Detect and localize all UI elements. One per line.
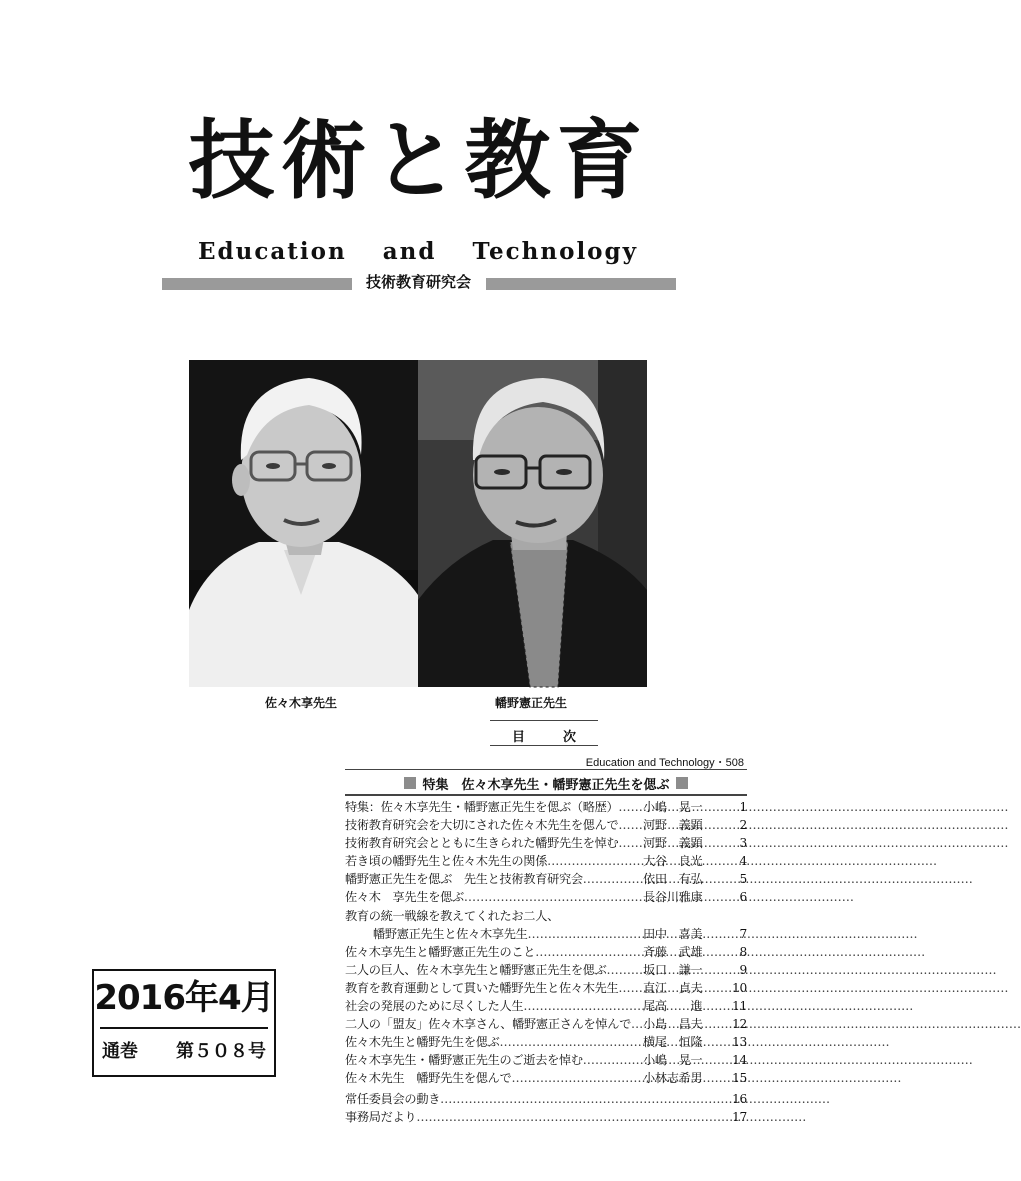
leader-dots [464, 888, 643, 906]
toc-entry[interactable] [345, 907, 747, 925]
leader-dots [547, 852, 643, 870]
toc-entry-page: 4 [739, 854, 747, 869]
toc-entry-page: 8 [739, 944, 747, 959]
issue-volume-label: 通巻 [102, 1041, 138, 1062]
journal-subtitle [198, 240, 638, 263]
leader-dots [523, 997, 643, 1015]
toc-entry-title: 事務局だより [345, 1109, 417, 1124]
issue-date-box [92, 969, 276, 1077]
toc-entry[interactable] [345, 925, 747, 943]
toc-entry-page: 15 [732, 1071, 747, 1086]
toc-entry-page: 3 [739, 836, 747, 851]
toc-entry-page: 5 [739, 872, 747, 887]
leader-dots [440, 1090, 727, 1108]
toc-entry-author: 小嶋 晃一 [643, 800, 703, 814]
toc-entry-author: 河野 義顕 [643, 836, 703, 851]
toc-entry[interactable] [345, 1033, 747, 1051]
toc-entry-page: 2 [739, 818, 747, 833]
contents-rule-top [490, 720, 598, 721]
toc-entry-page: 14 [732, 1053, 747, 1068]
toc-entry-title: 幡野憲正先生を偲ぶ 先生と技術教育研究会 [345, 872, 583, 887]
toc-entry-page: 17 [732, 1109, 747, 1124]
leader-dots [500, 1033, 643, 1051]
contents-heading-char: 次 [562, 730, 576, 745]
toc-entry[interactable] [345, 997, 747, 1015]
toc-entry-page: 9 [739, 962, 747, 977]
square-bullet-icon [404, 777, 416, 789]
toc-entry-page: 12 [732, 1017, 747, 1032]
subtitle-word: Technology [472, 238, 638, 265]
journal-title: 技術と教育 [188, 111, 649, 211]
special-feature-rule [345, 794, 747, 796]
toc-entry-title: 佐々木先生と幡野先生を偲ぶ [345, 1035, 500, 1050]
toc-entry-title: 二人の巨人、佐々木享先生と幡野憲正先生を偲ぶ [345, 962, 607, 977]
portrait-left-image [189, 360, 418, 687]
leader-dots [618, 816, 643, 834]
journal-issue-line: Education and Technology・508 [585, 757, 744, 769]
photo-caption-left: 佐々木享先生 [265, 696, 338, 710]
toc-entry[interactable] [345, 979, 747, 997]
contents-heading-char: 目 [512, 730, 526, 745]
toc-entry-author: 河野 義顕 [643, 818, 703, 833]
toc-entry[interactable] [345, 852, 747, 870]
toc-entry[interactable] [345, 1051, 747, 1069]
toc-entry[interactable] [345, 1108, 747, 1126]
table-of-contents [345, 798, 747, 1126]
portrait-photo-right [418, 360, 647, 687]
toc-entry-author: 小林志希男 [643, 1071, 703, 1086]
toc-entry-title: 幡野憲正先生と佐々木享先生 [373, 926, 528, 941]
toc-entry-author: 大谷 良光 [643, 854, 703, 869]
toc-entry-page: 10 [732, 980, 747, 995]
toc-entry-author: 田中 喜美 [643, 926, 703, 941]
toc-entry-title: 佐々木先生 幡野先生を偲んで [345, 1071, 512, 1086]
subtitle-word: Education [198, 238, 347, 265]
issue-volume [102, 1037, 266, 1063]
toc-entry-author: 依田 有弘 [643, 872, 703, 887]
toc-entry-title: 若き頃の幡野先生と佐々木先生の関係 [345, 854, 548, 869]
toc-entry-title: 特集：佐々木享先生・幡野憲正先生を偲ぶ（略歴） [345, 800, 619, 814]
special-feature-title: 特集 佐々木享先生・幡野憲正先生を偲ぶ [422, 777, 670, 793]
toc-entry-author: 坂口 謙一 [643, 962, 703, 977]
toc-entry-author: 直江 貞夫 [643, 980, 703, 995]
issue-date: 2016年4月 [94, 978, 274, 1018]
toc-entry-page: 1 [739, 800, 747, 814]
toc-entry-title: 技術教育研究会を大切にされた佐々木先生を偲んで [345, 818, 619, 833]
toc-entry-author: 横尾 恒隆 [643, 1035, 703, 1050]
portrait-photo-left [189, 360, 418, 687]
leader-dots [618, 979, 643, 997]
leader-dots [528, 925, 643, 943]
toc-entry[interactable] [345, 1090, 747, 1108]
toc-entry-author: 長谷川雅康 [643, 890, 703, 905]
square-bullet-icon [676, 777, 688, 789]
contents-rule-bottom [490, 745, 598, 746]
leader-dots [583, 870, 643, 888]
leader-dots [416, 1108, 727, 1126]
toc-entry-title: 教育を教育運動として貫いた幡野先生と佐々木先生 [345, 980, 619, 995]
toc-entry-page: 11 [732, 999, 747, 1014]
toc-entry[interactable] [345, 943, 747, 961]
toc-entry[interactable] [345, 870, 747, 888]
toc-entry[interactable] [345, 961, 747, 979]
toc-entry-title: 佐々木享先生・幡野憲正先生のご逝去を悼む [345, 1053, 583, 1068]
toc-entry-title: 教育の統一戦線を教えてくれたお二人、 [345, 908, 559, 923]
toc-entry[interactable] [345, 798, 747, 816]
portrait-right-image [418, 360, 647, 687]
contents-heading [490, 726, 598, 745]
toc-entry-title: 佐々木 享先生を偲ぶ [345, 890, 464, 905]
toc-entry[interactable] [345, 1069, 747, 1087]
toc-entry[interactable] [345, 888, 747, 906]
toc-entry-page: 13 [732, 1035, 747, 1050]
leader-dots [618, 834, 643, 852]
leader-dots [511, 1069, 643, 1087]
toc-entry-author: 尾高 進 [643, 999, 703, 1014]
photo-caption-right: 幡野憲正先生 [495, 696, 568, 710]
subtitle-word: and [382, 238, 437, 265]
issue-volume-number: 第５０８号 [176, 1041, 266, 1062]
toc-entry-title: 佐々木享先生と幡野憲正先生のこと [345, 944, 536, 959]
toc-entry-title: 常任委員会の動き [345, 1091, 441, 1106]
toc-entry[interactable] [345, 1015, 747, 1033]
toc-entry-page: 6 [739, 890, 747, 905]
toc-entry-author: 小島 昌夫 [643, 1017, 703, 1032]
leader-dots [583, 1051, 643, 1069]
toc-entry-title: 社会の発展のために尽くした人生 [345, 999, 524, 1014]
leader-dots [631, 1015, 643, 1033]
leader-dots [618, 798, 643, 816]
toc-entry-title: 技術教育研究会とともに生きられた幡野先生を悼む [345, 836, 619, 851]
issue-box-divider [100, 1027, 268, 1029]
toc-entry-page: 7 [739, 926, 747, 941]
toc-entry-page: 16 [732, 1091, 747, 1106]
special-feature-heading [345, 773, 747, 793]
toc-entry-title: 二人の「盟友」佐々木享さん、幡野憲正さんを悼んで [345, 1017, 632, 1032]
leader-dots [607, 961, 643, 979]
toc-entry[interactable] [345, 834, 747, 852]
leader-dots [535, 943, 643, 961]
toc-entry-author: 斉藤 武雄 [643, 944, 703, 959]
toc-entry-author: 小嶋 晃一 [643, 1053, 703, 1068]
toc-rule [345, 769, 747, 770]
toc-entry[interactable] [345, 816, 747, 834]
society-name: 技術教育研究会 [365, 273, 471, 291]
